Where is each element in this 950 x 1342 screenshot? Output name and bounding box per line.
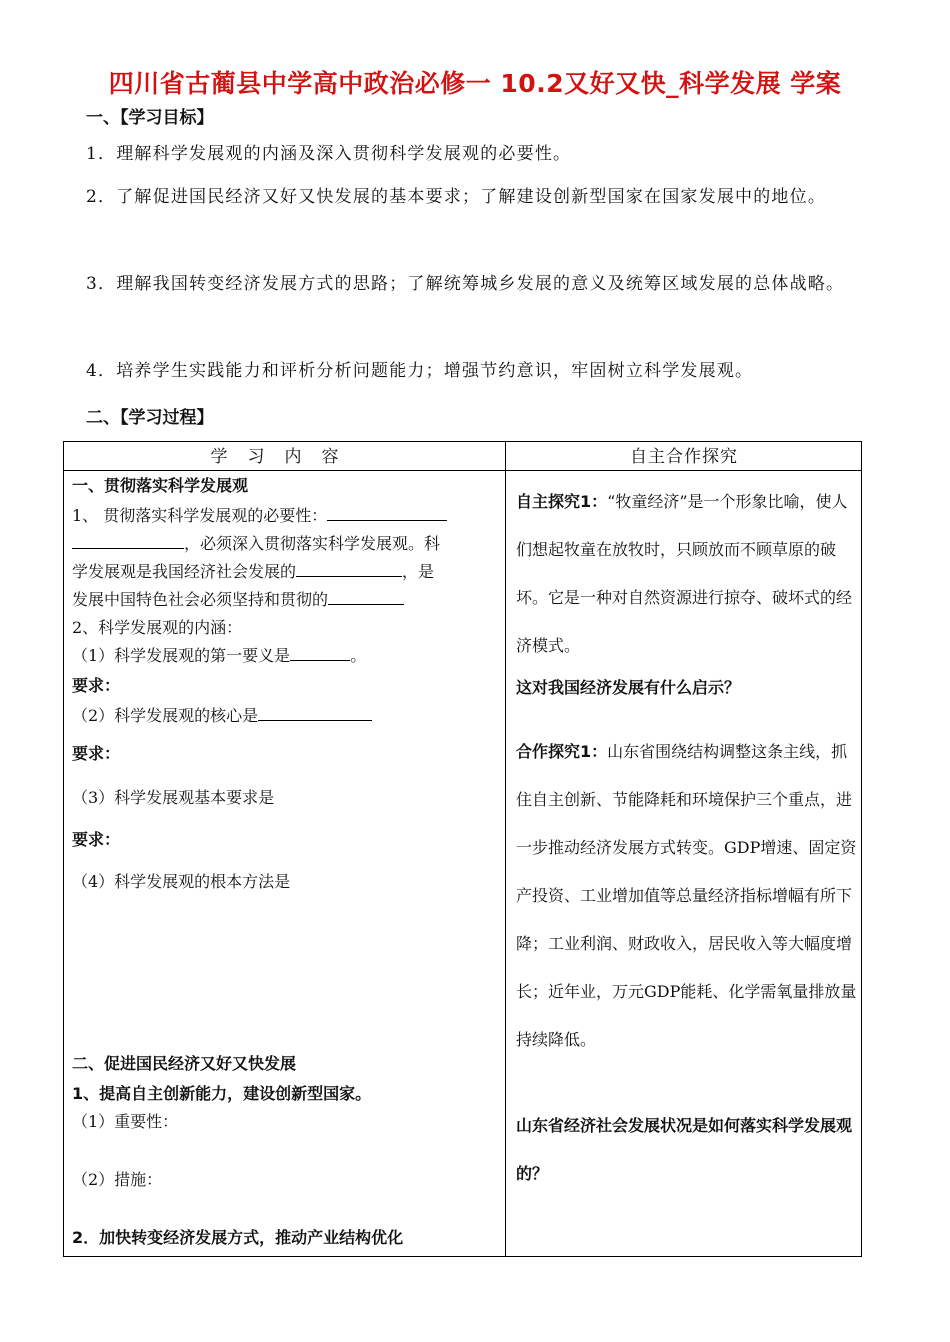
left-requirement-1: 要求：	[72, 676, 121, 695]
cooperation-1-block	[516, 728, 861, 1064]
objective-4: 4．培养学生实践能力和评析分析问题能力；增强节约意识，牢固树立科学发展观。	[86, 361, 754, 381]
inquiry-1-text: “牧童经济”是一个形象比喻，使人们想起牧童在放牧时，只顾放而不顾草原的破坏。它是一种对自然资源进行掠夺、破坏式的经济模式。	[516, 492, 853, 655]
objective-2: 2．了解促进国民经济又好又快发展的基本要求；了解建设创新型国家在国家发展中的地位。	[86, 187, 827, 207]
left-line-6: （4）科学发展观的根本方法是	[72, 872, 291, 891]
document-title: 四川省古蔺县中学高中政治必修一 10.2又好又快_科学发展 学案	[108, 69, 842, 98]
fill-blank[interactable]	[258, 702, 372, 721]
left-line-1c: 学发展观是我国经济社会发展的 ，是	[72, 558, 502, 586]
column-header-inquiry: 自主合作探究	[630, 447, 738, 467]
left-requirement-2: 要求：	[72, 744, 121, 763]
inquiry-1-question: 这对我国经济发展有什么启示？	[516, 678, 741, 697]
left-section-1-heading: 一、贯彻落实科学发展观	[72, 476, 249, 495]
fill-blank[interactable]	[296, 558, 402, 577]
objective-1: 1．理解科学发展观的内涵及深入贯彻科学发展观的必要性。	[86, 144, 572, 164]
cooperation-1-label: 合作探究1：	[516, 742, 608, 761]
left-subheading-2-1: 1、提高自主创新能力，建设创新型国家。	[72, 1084, 372, 1103]
left-requirement-3: 要求：	[72, 830, 121, 849]
left-line-2: 2、科学发展观的内涵：	[72, 618, 243, 637]
left-section-2-heading: 二、促进国民经济又好又快发展	[72, 1054, 297, 1073]
left-line-4: （2）科学发展观的核心是	[72, 702, 502, 730]
cooperation-1-text: 山东省围绕结构调整这条主线，抓住自主创新、节能降耗和环境保护三个重点，进一步推动经济发展方式转变。GDP增速、固定资产投资、工业增加值等总量经济指标增幅有所下降；工业利润、财政收入，居民收入等大幅度增长；近年业，万元GDP能耗、化学需氧量排放量持续降低。	[516, 742, 857, 1049]
cooperation-1-question: 山东省经济社会发展状况是如何落实科学发展观的？	[516, 1116, 853, 1183]
left-line-3: （1）科学发展观的第一要义是 。	[72, 642, 502, 670]
inquiry-1-label: 自主探究1：	[516, 492, 608, 511]
fill-blank[interactable]	[327, 502, 447, 521]
process-heading: 二、【学习过程】	[86, 408, 214, 428]
left-line-1e: 发展中国特色社会必须坚持和贯彻的	[72, 586, 502, 614]
column-divider	[505, 442, 506, 1256]
left-line-5: （3）科学发展观基本要求是	[72, 788, 275, 807]
left-line-1b: ，必须深入贯彻落实科学发展观。科	[72, 530, 502, 558]
objective-3: 3．理解我国转变经济发展方式的思路；了解统筹城乡发展的意义及统筹区域发展的总体战略。	[86, 274, 845, 294]
left-line-7: （1）重要性：	[72, 1112, 179, 1131]
column-header-content: 学习内容	[210, 447, 359, 467]
learning-table	[63, 441, 862, 1257]
inquiry-1-block	[516, 478, 861, 670]
goals-heading: 一、【学习目标】	[86, 108, 214, 128]
fill-blank[interactable]	[72, 530, 184, 549]
left-line-1a: 1、 贯彻落实科学发展观的必要性：	[72, 502, 502, 530]
fill-blank[interactable]	[290, 642, 350, 661]
header-divider	[64, 470, 861, 471]
left-line-8: （2）措施：	[72, 1170, 163, 1189]
fill-blank[interactable]	[328, 586, 404, 605]
left-subheading-2-2: 2．加快转变经济发展方式，推动产业结构优化	[72, 1228, 404, 1247]
